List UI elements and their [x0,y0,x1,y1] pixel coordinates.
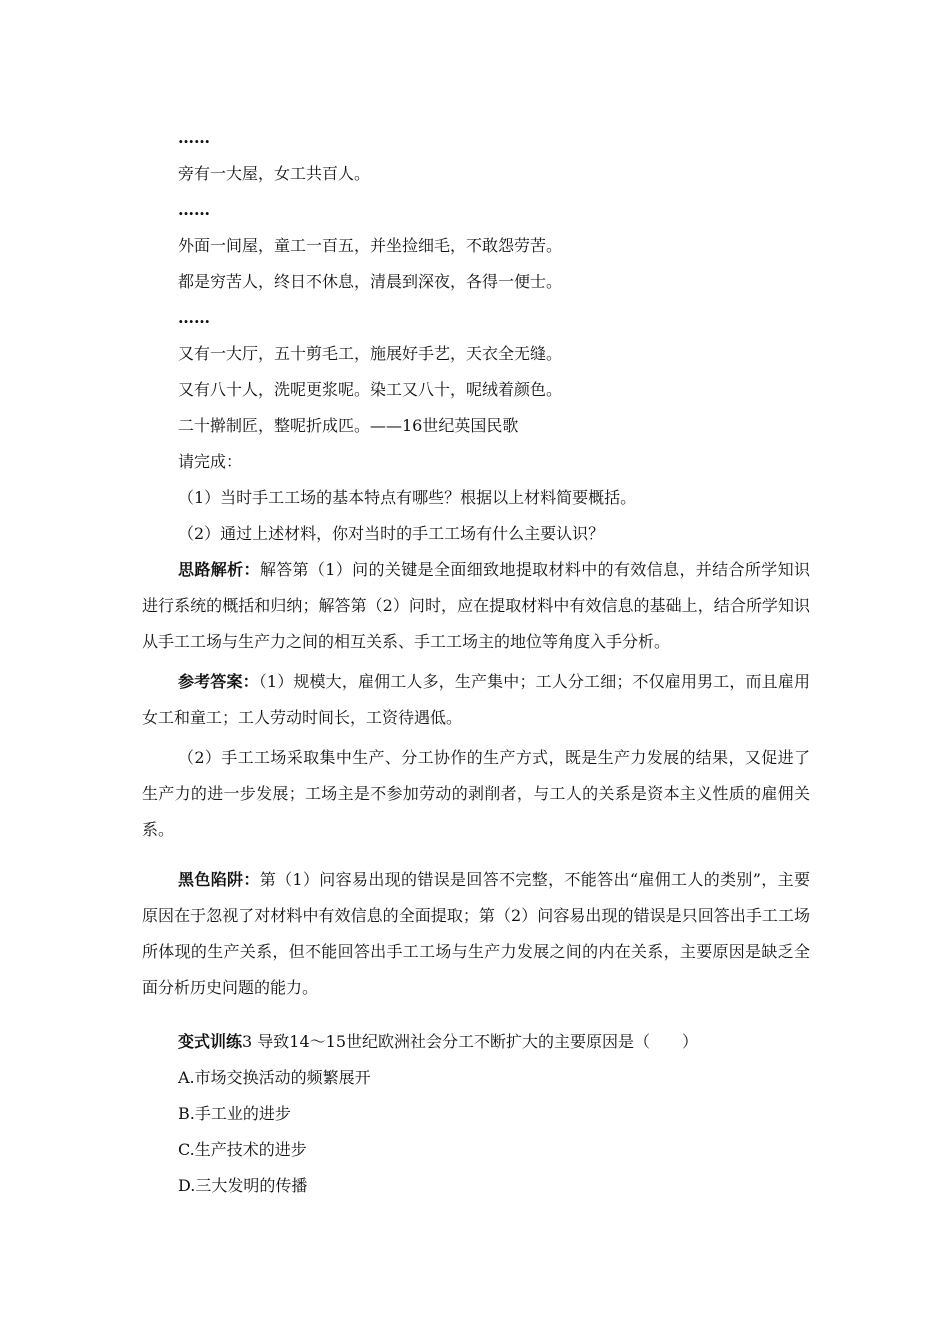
analysis-paragraph [142,552,810,660]
exercise-question [178,1032,698,1052]
ellipsis-3: …… [178,308,210,327]
poem-line-3: 都是穷苦人，终日不休息，清晨到深夜，各得一便士。 [178,272,563,291]
pitfall-text: 第（1）问容易出现的错误是回答不完整，不能答出“雇佣工人的类别”，主要原因在于忽视了对材料中有效信息的全面提取；第（2）问容易出现的错误是只回答出手工工场所体现的生产关系，但不能回答出手工工场与生产力发展之间的内在关系，主要原因是缺乏全面分析历史问题的能力。 [142,870,810,997]
task-prompt: 请完成： [178,452,243,471]
analysis-label: 思路解析： [178,560,260,579]
option-c: C.生产技术的进步 [178,1140,307,1159]
option-b: B.手工业的进步 [178,1104,291,1123]
exercise-label: 变式训练 [178,1032,243,1051]
poem-line-2: 外面一间屋，童工一百五，并坐捡细毛，不敢怨劳苦。 [178,236,563,255]
ellipsis-2: …… [178,200,210,219]
ellipsis-1: …… [178,128,210,147]
pitfall-label: 黑色陷阱： [178,870,260,889]
poem-line-4: 又有一大厅，五十剪毛工，施展好手艺，天衣全无缝。 [178,344,563,363]
option-a: A.市场交换活动的频繁展开 [178,1068,371,1087]
option-d: D.三大发明的传播 [178,1176,308,1195]
answer-label: 参考答案： [178,672,259,691]
question-1: （1）当时手工工场的基本特点有哪些？根据以上材料简要概括。 [178,488,637,507]
answer-paragraph-2: （2）手工工场采取集中生产、分工协作的生产方式，既是生产力发展的结果，又促进了生产力的进一步发展；工场主是不参加劳动的剥削者，与工人的关系是资本主义性质的雇佣关系。 [142,748,810,839]
answer-text-1: （1）规模大，雇佣工人多，生产集中；工人分工细；不仅雇用男工，而且雇用女工和童工；工人劳动时间长，工资待遇低。 [142,672,810,727]
exercise-text: 3 导致14～15世纪欧洲社会分工不断扩大的主要原因是（ ） [242,1032,699,1051]
poem-line-1: 旁有一大屋，女工共百人。 [178,164,371,183]
question-2: （2）通过上述材料，你对当时的手工工场有什么主要认识？ [178,524,605,543]
analysis-text: 解答第（1）问的关键是全面细致地提取材料中的有效信息，并结合所学知识进行系统的概括和归纳；解答第（2）问时，应在提取材料中有效信息的基础上，结合所学知识从手工工场与生产力之间的相互关系、手工工场主的地位等角度入手分析。 [142,560,810,651]
poem-line-5: 又有八十人，洗呢更浆呢。染工又八十，呢绒着颜色。 [178,380,563,399]
poem-line-6: 二十擀制匠，整呢折成匹。——16世纪英国民歌 [178,416,519,435]
pitfall-paragraph [142,862,810,1006]
answer-paragraph-1 [142,664,810,736]
